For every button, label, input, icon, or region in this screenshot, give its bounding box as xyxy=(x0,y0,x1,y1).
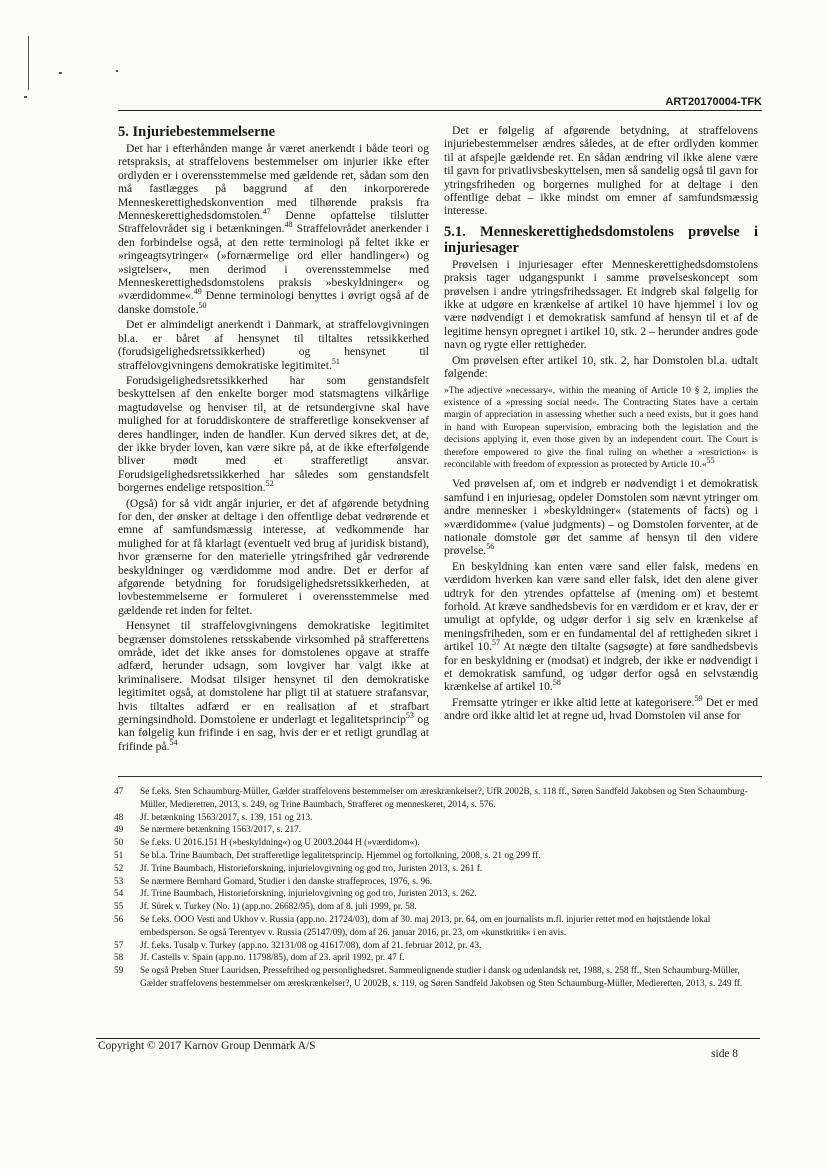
paragraph: Det har i efterhånden mange år været anerkendt i både teori og retspraksis, at straffelovens bestemmelser om injurier ikke efter ordlyden er i overensstemmelse med gældende ret, sådan som den må fastlægges på baggrund af den inkorporerede Menneskerettighedskonvention med tilhørende praksis fra Menneskerettighedsdomstolen.$^{47}$ Denne opfattelse tilslutter Straffelovrådet sig i betænkningen.$^{48}$ Straffelovrådet anerkender i den forbindelse også, at den rette terminologi på feltet ikke er »ringeagtsytringer« (»fornærmelige ord eller handlinger«) og »sigtelser«, men derimod i overensstemmelse med Menneskerettighedsdomstolens praksis »beskyldninger« og »værdidomme«.$^{49}$ Denne terminologi benyttes i øvrigt også af de danske domstole.$^{50}$ xyxy=(118,142,429,316)
footnote: 53 Se nærmere Bernhard Gomard, Studier i den danske straffeproces, 1976, s. 96. xyxy=(114,876,433,887)
footnote-rule xyxy=(118,776,762,777)
subsection-heading: 5.1. Menneskerettighedsdomstolens prøvelse i injuriesager xyxy=(444,223,758,256)
footnote: 57 Jf. f.eks. Tusalp v. Turkey (app.no. 32131/08 og 41617/08), dom af 21. februar 2012, pr. 43. xyxy=(114,940,482,951)
header-rule xyxy=(118,110,762,111)
scan-artifact-dot xyxy=(116,70,118,72)
footnote: 52 Jf. Trine Baumbach, Historieforskning, injurielovgivning og god tro, Juristen 2013, s. 261 f. xyxy=(114,863,483,874)
copyright-text: Copyright © 2017 Karnov Group Denmark A/S xyxy=(98,1040,316,1052)
paragraph: Forudsigelighedsretssikkerhed har som genstandsfelt beskyttelsen af den enkelte borger mod statsmagtens vilkårlige magtudøvelse og henviser til, at de retsundergivne skal have mulighed for at foruddiskontere de strafferetlige konsekvenser af deres handlinger, inden de handler. Kun derved sikres det, at de, der ikke bryder loven, kan være sikre på, at de ikke efterfølgende bliver mødt med et strafferetligt ansvar. Forudsigelighedsretssikkerhed har således som genstandsfelt borgernes endelige retsposition.$^{52}$ xyxy=(118,373,429,495)
court-quote: »The adjective »necessary«, within the meaning of Article 10 § 2, implies the existence of a »pressing social need«. The Contracting States have a certain margin of appreciation in assessing whether such a need exists, but it goes hand in hand with European supervision, embracing both the legislation and the decisions applying it, even those given by an independent court. The Court is therefore empowered to give the final ruling on whether a »restriction« is reconcilable with freedom of expression as protected by Article 10.«$^{55}$ xyxy=(444,384,758,470)
right-column xyxy=(444,124,758,725)
paragraph: Det er almindeligt anerkendt i Danmark, at straffelovgivningen bl.a. er båret af hensynet til tiltaltes retssikkerhed (forudsigelighedsretssikkerhed) og hensynet til straffelovgivningens demokratiske legitimitet.$^{51}$ xyxy=(118,318,429,372)
footer-rule xyxy=(96,1038,760,1039)
paragraph: Det er følgelig af afgørende betydning, at straffelovens injuriebestemmelser ændres således, at de efter ordlyden kommer til at afspejle gældende ret. En sådan ændring vil ikke alene være til gavn for privatlivsbeskyttelsen, men så sandelig også til gavn for ytringsfriheden og borgernes mulighed for at deltage i den offentlige debat – ikke mindst om emner af samfundsmæssig interesse. xyxy=(444,124,758,218)
footnote: 47 Se f.eks. Sten Schaumburg-Müller, Gælder straffelovens bestemmelser om æreskrænkelser?, UfR 2002B, s. 118 ff., Søren Sandfeld Jakobsen og Sten Schaumburg-Müller, Medieretten, 2013, s. 249, og Trine Baumbach, Strafferet og menneskeret, 2014, s. 576. xyxy=(114,787,748,810)
scan-artifact-dot xyxy=(59,72,62,74)
footnote: 54 Jf. Trine Baumbach, Historieforskning, injurielovgivning og god tro, Juristen 2013, s. 262. xyxy=(114,889,477,900)
left-column xyxy=(118,124,429,755)
page-number: side 8 xyxy=(711,1048,738,1060)
paragraph: Prøvelsen i injuriesager efter Menneskerettighedsdomstolens praksis tager udgangspunkt i samme prøvelseskoncept som prøvelsen i andre ytringsfrihedssager. Et indgreb skal følgelig for ikke at udgøre en krænkelse af artikel 10 have hjemmel i lov og være nødvendigt i et demokratisk samfund af hensyn til et af de legitime hensyn opregnet i artikel 10, stk. 2 – herunder andres gode navn og rygte eller rettigheder. xyxy=(444,257,758,352)
section-heading: 5. Injuriebestemmelserne xyxy=(118,124,276,140)
footnote: 51 Se bl.a. Trine Baumbach, Det strafferetlige legalitetsprincip. Hjemmel og fortolkning, 2008, s. 21 og 299 ff. xyxy=(114,850,541,861)
footnote: 56 Se f.eks. OOO Vesti and Ukhov v. Russia (app.no. 21724/03), dom af 30. maj 2013, pr. 64, om en journalists m.fl. injurier rettet mod en højtstående lokal embedsperson. Se også Terentyev v. Russia (25147/09), dom af 26. januar 2016, pr. 23, om »kunstkritik« i en avis. xyxy=(114,914,711,938)
footnote: 50 Se f.eks. U 2016.151 H (»beskyldning«) og U 2003.2044 H (»værdidom«). xyxy=(114,838,420,849)
paragraph: Ved prøvelsen af, om et indgreb er nødvendigt i et demokratisk samfund i en injuriesag, opdeler Domstolen som nævnt ytringer om andre mennesker i »beskyldninger« (statements of facts) og i »værdidomme« (value judgments) – og Domstolen forventer, at de nationale domstole gør det samme af hensyn til den videre prøvelse.$^{56}$ xyxy=(444,477,758,558)
footnote: 58 Jf. Castells v. Spain (app.no. 11798/85), dom af 23. april 1992, pr. 47 f. xyxy=(114,953,405,964)
footnote: 49 Se nærmere betænkning 1563/2017, s. 217. xyxy=(114,825,302,836)
scan-artifact-line xyxy=(28,36,29,90)
paragraph: En beskyldning kan enten være sand eller falsk, medens en værdidom hverken kan være sand eller falsk, idet den alene giver udtryk for den ytrendes opfattelse af (mening om) et bestemt forhold. At kræve sandhedsbevis for en værdidom er et krav, der er umuligt at opfylde, og udgør derfor i sig selv en krænkelse af meningsfriheden, som er en fundamental del af rettigheden sikret i artikel 10.57 At nægte den tiltalte (sagsøgte) at føre sandhedsbevis for en beskyldning er (modsat) et indgreb, der ikke er nødvendigt i et demokratisk samfund, og udgør derfor også en selvstændig krænkelse af artikel 10.58 xyxy=(444,559,758,694)
footnote: 55 Jf. Sürek v. Turkey (No. 1) (app.no. 26682/95), dom af 8. juli 1999, pr. 58. xyxy=(114,902,417,913)
paragraph: Om prøvelsen efter artikel 10, stk. 2, har Domstolen bl.a. udtalt følgende: xyxy=(444,353,758,381)
document-id: ART20170004-TFK xyxy=(665,96,762,108)
footnote: 48 Jf. betænkning 1563/2017, s. 139, 151 og 213. xyxy=(114,812,313,823)
scan-artifact-dot xyxy=(24,96,27,98)
footnotes xyxy=(96,786,764,991)
paragraph: Hensynet til straffelovgivningens demokratiske legitimitet begrænser domstolenes retsskabende virksomhed på strafferettens område, idet det ikke anses for domstolenes opgave at straffe adfærd, herunder udsagn, som lovgiver har valgt ikke at kriminalisere. Modsat tilsiger hensynet til den demokratiske legitimitet også, at domstolene har pligt til at statuere strafansvar, hvis tiltaltes adfærd er en realisation af et strafbart gerningsindhold. Domstolene er underlagt et legalitetsprincip$^{53}$ og kan følgelig kun frifinde i en sag, hvis der er et retligt grundlag at frifinde på.$^{54}$ xyxy=(118,619,429,753)
paragraph: Fremsatte ytringer er ikke altid lette at kategorisere.$^{59}$ Det er med andre ord ikke altid let at regne ud, hvad Domstolen vil anse for xyxy=(444,693,758,723)
paragraph: (Også) for så vidt angår injurier, er det af afgørende betydning for den, der ønsker at deltage i den offentlige debat vedrørende et emne af samfundsmæssig interesse, at vedkommende har mulighed for at få klarlagt (eventuelt ved brug af juridisk bistand), hvor grænserne for den materielle ytringsfrihed går vedrørende beskyldninger og værdidomme mod andre. Det er derfor af afgørende betydning for forudsigelighedsretssikkerheden, at lovbestemmelserne er formuleret i overensstemmelse med gældende ret inden for feltet. xyxy=(118,496,429,617)
footnote: 59 Se også Preben Stuer Lauridsen, Pressefrihed og personlighedsret. Sammenlignende studier i dansk og udenlandsk ret, 1988, s. 258 ff., Sten Schaumburg-Müller, Gælder straffelovens bestemmelser om æreskrænkelser?, U 2002B, s. 119, og Søren Sandfeld Jakobsen og Sten Schaumburg-Müller, Medieretten, 2013, s. 249 ff. xyxy=(114,966,743,989)
